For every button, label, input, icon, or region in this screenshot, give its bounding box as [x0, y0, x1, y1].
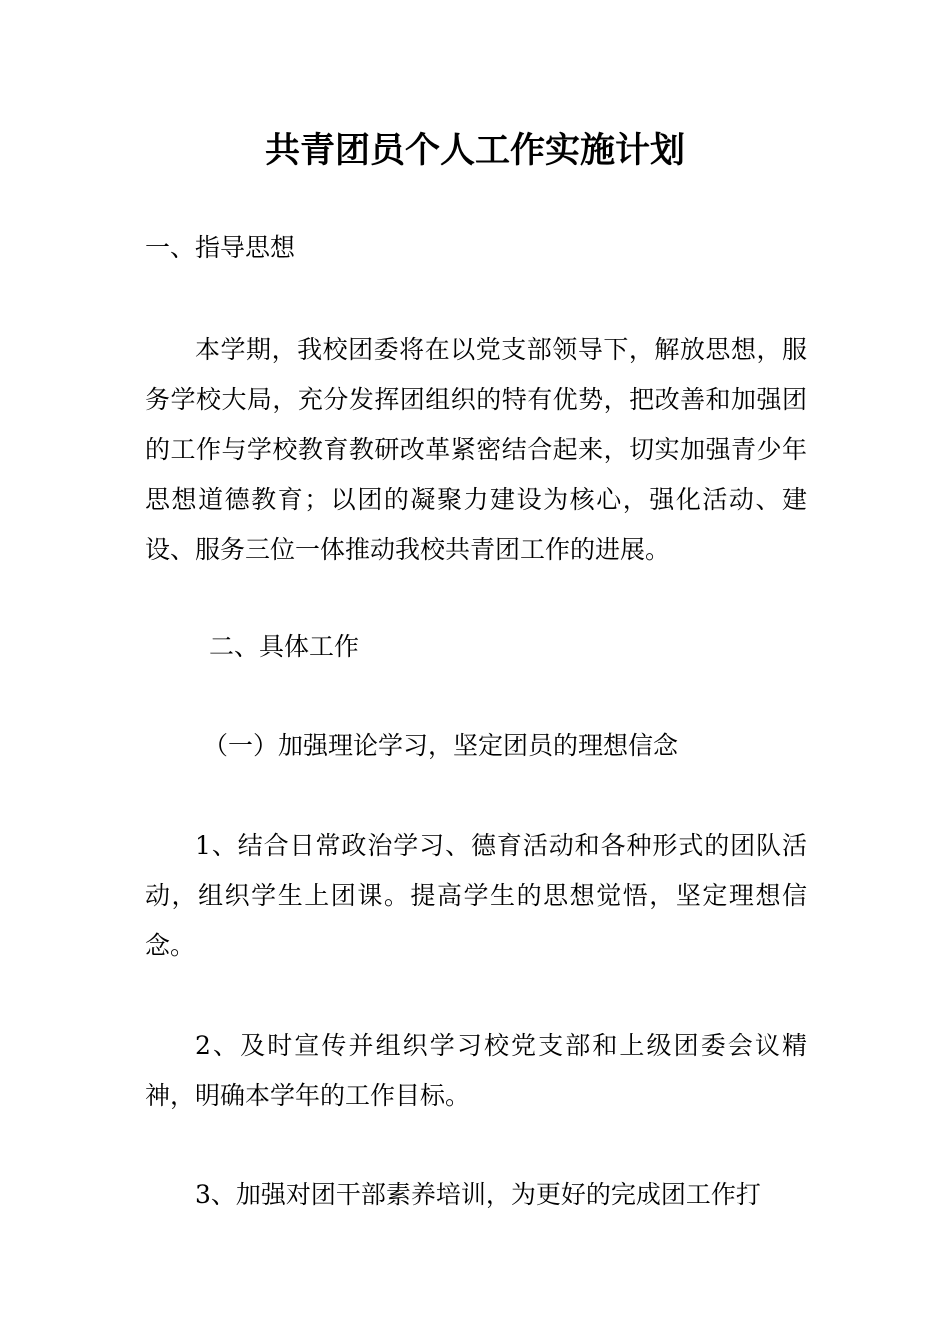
subsection-heading-theory-study: （一）加强理论学习，坚定团员的理想信念: [203, 731, 679, 760]
list-item-1: 1、结合日常政治学习、德育活动和各种形式的团队活动，组织学生上团课。提高学生的思想觉悟，坚定理想信念。: [145, 831, 807, 960]
paragraph-guiding-ideology: 本学期，我校团委将在以党支部领导下，解放思想，服务学校大局，充分发挥团组织的特有优势，把改善和加强团的工作与学校教育教研改革紧密结合起来，切实加强青少年思想道德教育；以团的凝聚力建设为核心，强化活动、建设、服务三位一体推动我校共青团工作的进展。: [145, 335, 807, 564]
list-item-3: 3、加强对团干部素养培训，为更好的完成团工作打: [195, 1180, 761, 1209]
section-heading-specific-work: 二、具体工作: [209, 632, 360, 661]
list-item-2: 2、及时宣传并组织学习校党支部和上级团委会议精神，明确本学年的工作目标。: [145, 1031, 807, 1110]
section-heading-guiding-ideology: 一、指导思想: [145, 233, 296, 262]
document-title: 共青团员个人工作实施计划: [264, 131, 685, 171]
